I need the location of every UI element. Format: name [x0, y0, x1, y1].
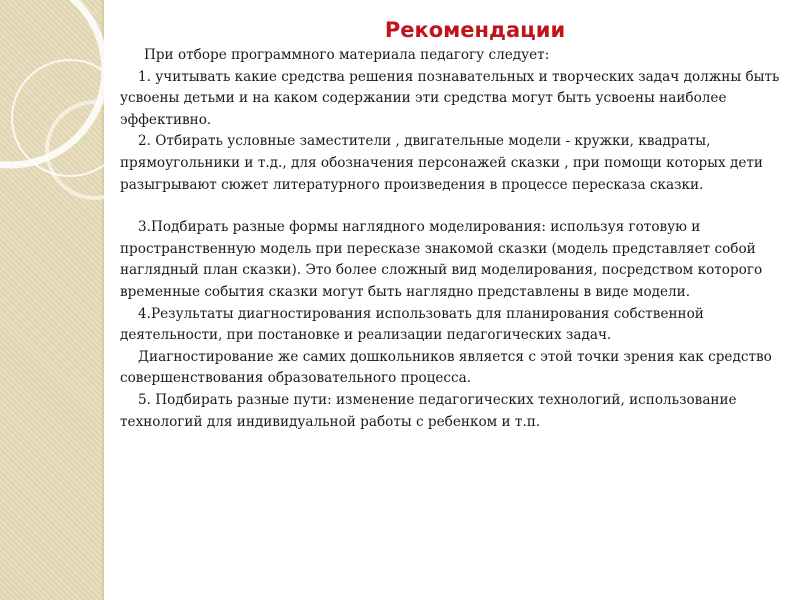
- slide-title: Рекомендации: [384, 18, 566, 42]
- slide-content: [120, 18, 780, 433]
- intro-paragraph: При отборе программного материала педагогу следует:: [144, 47, 550, 63]
- paragraph-spacer: [120, 196, 780, 217]
- recommendation-1: 1. учитывать какие средства решения познавательных и творческих задач должны быть усвоены детьми и на каком содержании эти средства могут быть усвоены наиболее эффективно.: [120, 68, 780, 128]
- recommendation-2: 2. Отбирать условные заместители , двигательные модели - кружки, квадраты, прямоугольники и т.д., для обозначения персонажей сказки , при помощи которых дети разыгрывают сюжет литературного произведения в процессе пересказа сказки.: [120, 133, 763, 193]
- recommendation-5: 5. Подбирать разные пути: изменение педагогических технологий, использование технологий для индивидуальной работы с ребенком и т.п.: [120, 391, 737, 430]
- diagnostics-paragraph: Диагностирование же самих дошкольников является с этой точки зрения как средство совершенствования образовательного процесса.: [120, 348, 772, 387]
- recommendation-4: 4.Результаты диагностирования использовать для планирования собственной деятельности, при постановке и реализации педагогических задач.: [120, 305, 704, 344]
- recommendation-3: 3.Подбирать разные формы наглядного моделирования: используя готовую и пространственную модель при пересказе знакомой сказки (модель представляет собой наглядный план сказки). Это более сложный вид моделирования, посредством которого временные события сказки могут быть наглядно представлены в виде модели.: [120, 219, 763, 300]
